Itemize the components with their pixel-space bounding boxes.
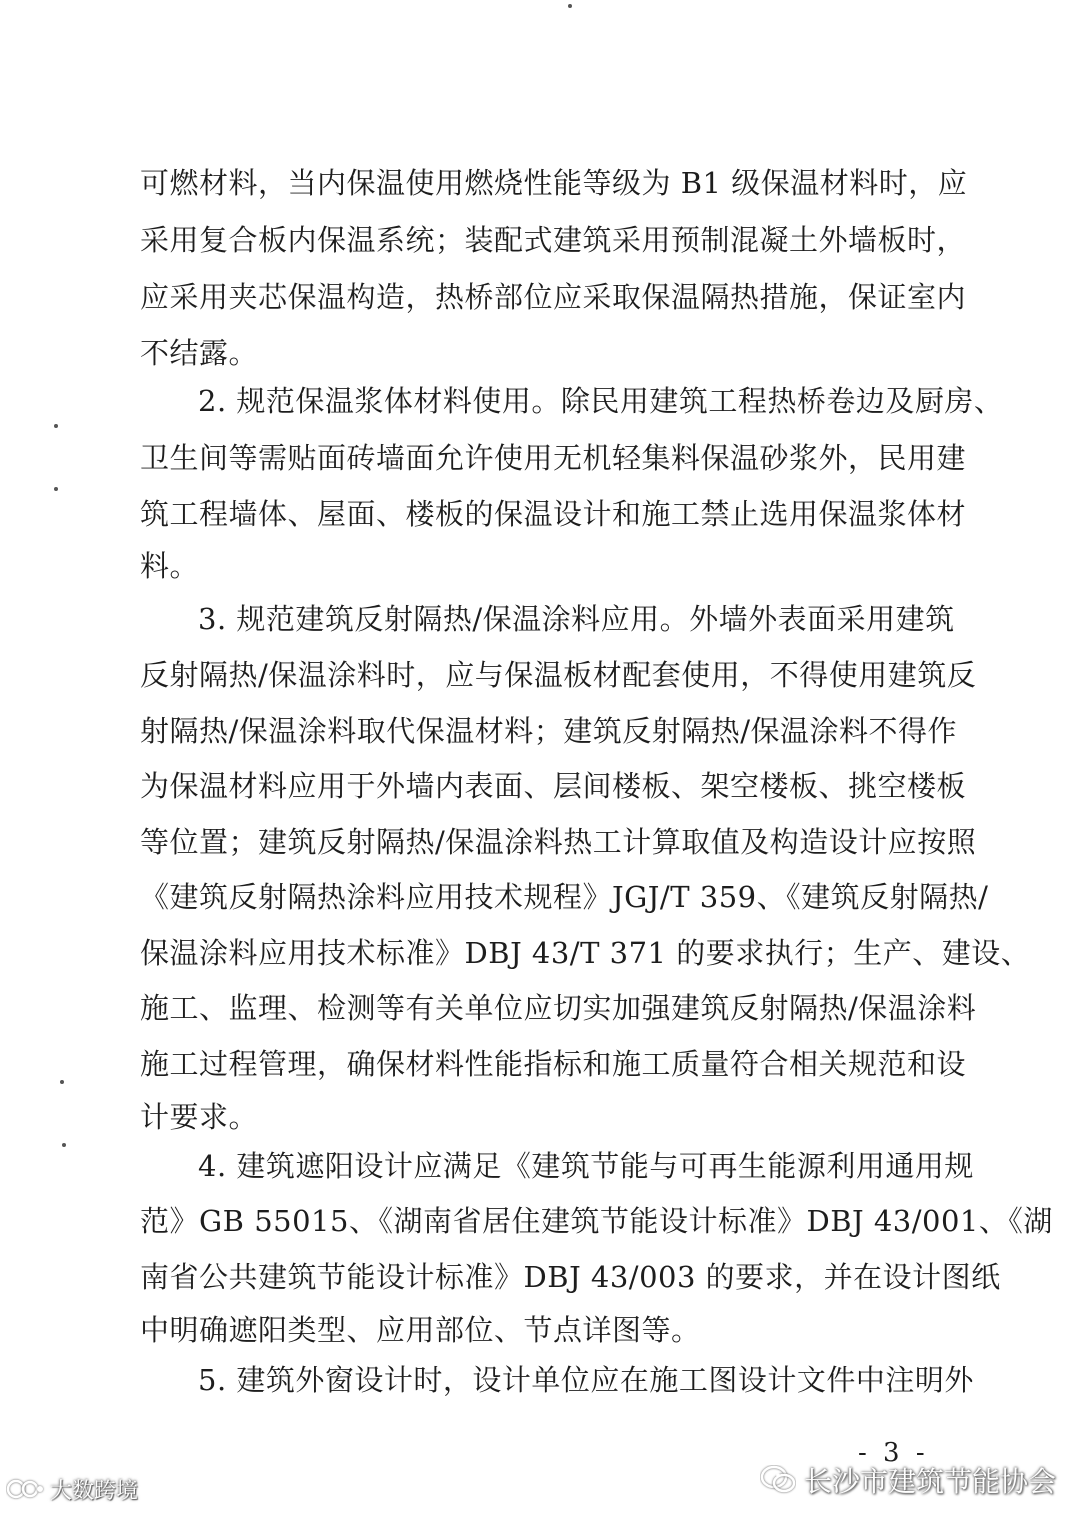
body-line: 卫生间等需贴面砖墙面允许使用无机轻集料保温砂浆外，民用建 xyxy=(140,441,967,475)
body-line: 采用复合板内保温系统；装配式建筑采用预制混凝土外墙板时， xyxy=(140,223,967,257)
body-line: 射隔热/保温涂料取代保温材料；建筑反射隔热/保温涂料不得作 xyxy=(140,714,958,748)
body-line: 范》GB 55015、《湖南省居住建筑节能设计标准》DBJ 43/001、《湖 xyxy=(140,1204,1053,1238)
paragraph-start-line: 4. 建筑遮阳设计应满足《建筑节能与可再生能源利用通用规 xyxy=(198,1149,974,1183)
body-line: 中明确遮阳类型、应用部位、节点详图等。 xyxy=(140,1313,701,1347)
scan-speck xyxy=(54,424,58,428)
watermark-wechat-account xyxy=(760,1460,1056,1500)
scan-speck xyxy=(60,1080,64,1084)
body-line: 施工、监理、检测等有关单位应切实加强建筑反射隔热/保温涂料 xyxy=(140,991,977,1025)
body-line: 反射隔热/保温涂料时，应与保温板材配套使用，不得使用建筑反 xyxy=(140,658,977,692)
body-line: 料。 xyxy=(140,549,200,583)
watermark-left-label: 大数跨境 xyxy=(50,1478,139,1504)
body-line: 计要求。 xyxy=(140,1100,259,1134)
scan-speck xyxy=(62,1143,66,1147)
paragraph-start-line: 3. 规范建筑反射隔热/保温涂料应用。外墙外表面采用建筑 xyxy=(198,602,955,636)
body-line: 可燃材料，当内保温使用燃烧性能等级为 B1 级保温材料时，应 xyxy=(140,166,968,200)
page-number: - 3 - xyxy=(858,1438,929,1468)
body-line: 《建筑反射隔热涂料应用技术规程》JGJ/T 359、《建筑反射隔热/ xyxy=(140,880,989,914)
body-line: 筑工程墙体、屋面、楼板的保温设计和施工禁止选用保温浆体材 xyxy=(140,497,967,531)
scan-speck xyxy=(54,487,58,491)
paragraph-start-line: 2. 规范保温浆体材料使用。除民用建筑工程热桥卷边及厨房、 xyxy=(198,384,1004,418)
scan-speck xyxy=(568,4,572,8)
watermark-source xyxy=(6,1473,138,1505)
body-line: 等位置；建筑反射隔热/保温涂料热工计算取值及构造设计应按照 xyxy=(140,825,977,859)
watermark-right-label: 长沙市建筑节能协会 xyxy=(804,1465,1057,1498)
body-line: 保温涂料应用技术标准》DBJ 43/T 371 的要求执行；生产、建设、 xyxy=(140,936,1031,970)
body-line: 南省公共建筑节能设计标准》DBJ 43/003 的要求，并在设计图纸 xyxy=(140,1260,1001,1294)
paragraph-start-line: 5. 建筑外窗设计时，设计单位应在施工图设计文件中注明外 xyxy=(198,1363,974,1397)
body-line: 应采用夹芯保温构造，热桥部位应采取保温隔热措施，保证室内 xyxy=(140,280,967,314)
body-line: 为保温材料应用于外墙内表面、层间楼板、架空楼板、挑空楼板 xyxy=(140,769,967,803)
body-line: 施工过程管理，确保材料性能指标和施工质量符合相关规范和设 xyxy=(140,1047,967,1081)
wechat-icon xyxy=(760,1465,796,1495)
logo-icon xyxy=(6,1476,46,1502)
body-line: 不结露。 xyxy=(140,336,259,370)
